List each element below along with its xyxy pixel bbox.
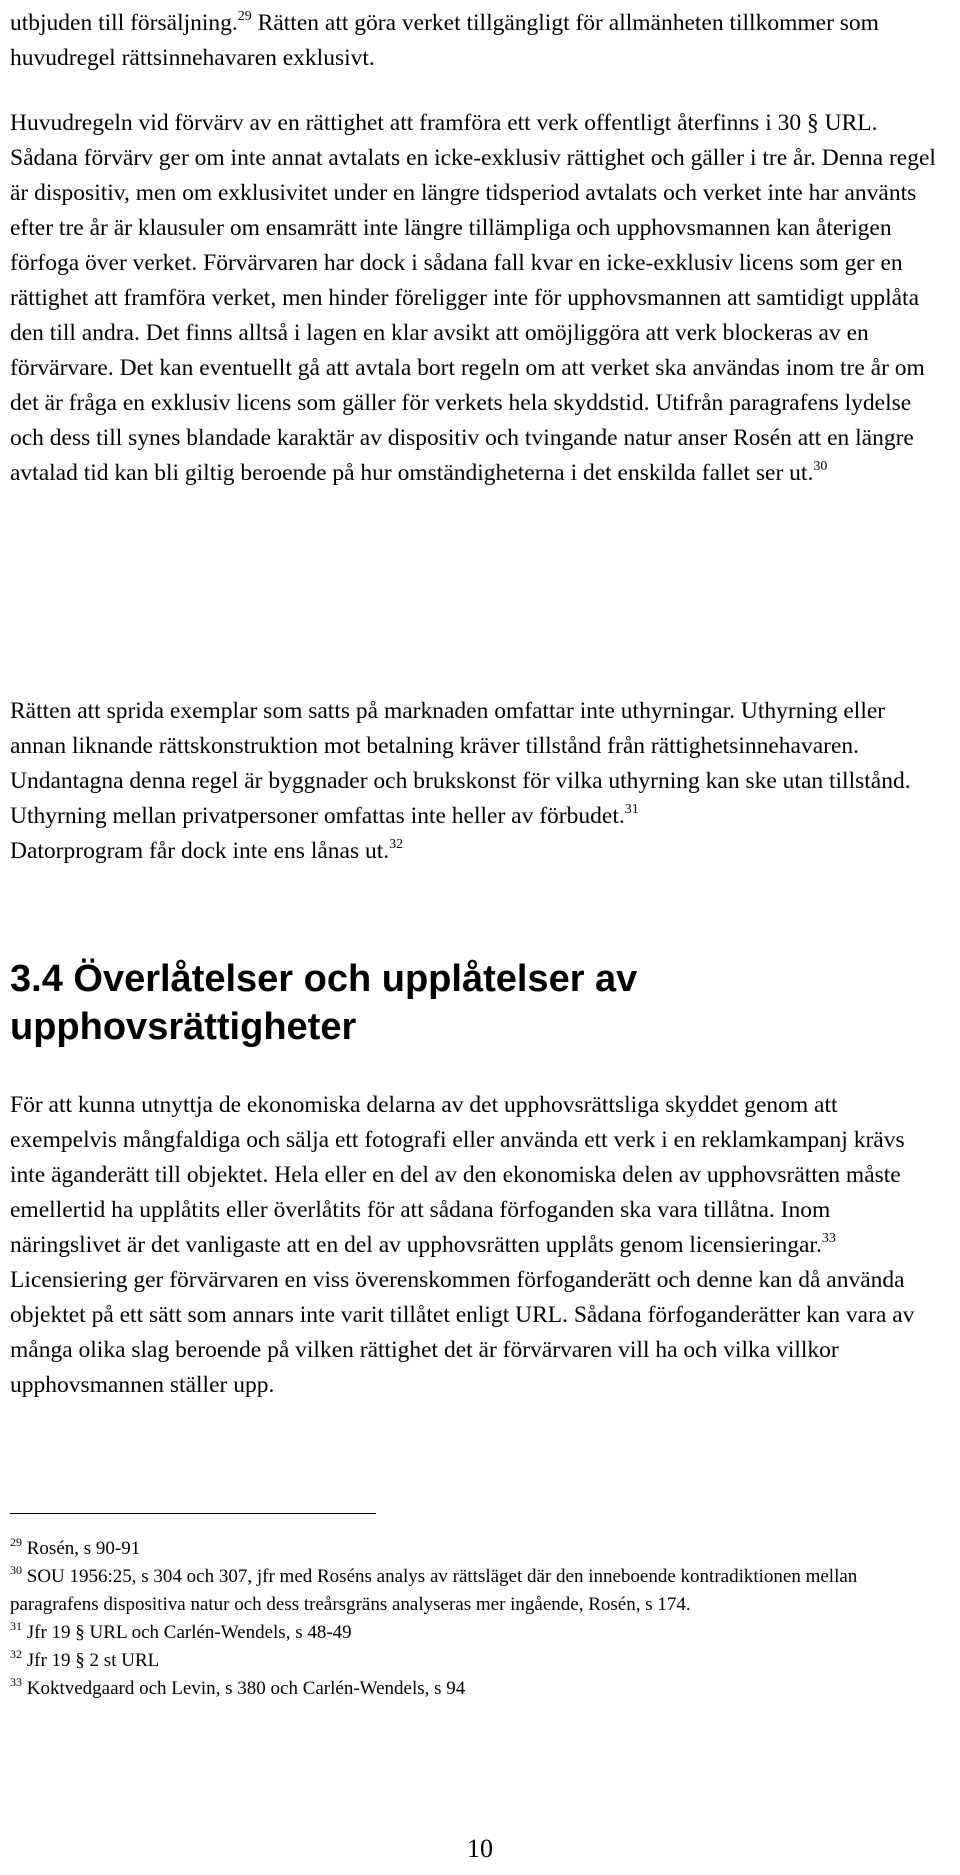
page-number: 10: [467, 1834, 493, 1863]
footnote-ref-32[interactable]: 32: [389, 837, 404, 852]
footnote-33: [10, 1675, 945, 1703]
paragraph-text: utbjuden till försäljning.: [10, 10, 238, 36]
footnote-29: [10, 1535, 945, 1563]
footnote-ref-33[interactable]: 33: [821, 1231, 836, 1246]
paragraph-text: Rätten att göra verket tillgängligt för allmänheten tillkommer som huvudregel rättsinnehavaren exklusivt.: [10, 10, 879, 71]
footnote-number: 33: [10, 1675, 22, 1689]
footnote-number: 32: [10, 1647, 22, 1661]
paragraph-text: Rätten att sprida exemplar som satts på marknaden omfattar inte uthyrningar. Uthyrning eller annan liknande rättskonstruktion mot betalning kräver tillstånd från rättighetsinnehavaren. Undantagna denna regel är byggnader och brukskonst för vilka uthyrning kan ske utan tillstånd. Uthyrning mellan privatpersoner omfattas inte heller av förbudet.: [10, 698, 911, 829]
paragraph-performance-rights: [10, 106, 945, 491]
footnote-31: [10, 1619, 945, 1647]
footnote-ref-30[interactable]: 30: [813, 459, 828, 474]
footnote-number: 31: [10, 1619, 22, 1633]
footnote-separator: [10, 1513, 376, 1514]
footnote-ref-29[interactable]: 29: [237, 9, 252, 24]
paragraph-text: Huvudregeln vid förvärv av en rättighet att framföra ett verk offentligt återfinns i 30 § URL. Sådana förvärv ger om inte annat avtalats en icke-exklusiv rättighet och gäller i tre år. Denna regel är dispositiv, men om exklusivitet under en längre tidsperiod avtalats och verket inte har använts efter tre år är klausuler om ensamrätt inte längre tillämpliga och upphovsmannen kan återigen förfoga över verket. Förvärvaren har dock i sådana fall kvar en icke-exklusiv licens som ger en rättighet att framföra verket, men hinder föreligger inte för upphovsmannen att samtidigt upplåta den till andra. Det finns alltså i lagen en klar avsikt att omöjliggöra att verk blockeras av en förvärvare. Det kan eventuellt gå att avtala bort regeln om att verket ska användas inom tre år om det är fråga en exklusiv licens som gäller för verkets hela skyddstid. Utifrån paragrafens lydelse och dess till synes blandade karaktär av dispositiv och tvingande natur anser Rosén att en längre avtalad tid kan bli giltig beroende på hur omständigheterna i det enskilda fallet ser ut.: [10, 110, 936, 486]
paragraph-rental-rules: [10, 694, 945, 869]
footnote-32: [10, 1647, 945, 1675]
section-heading: 3.4 Överlåtelser och upplåtelser av upphovsrättigheter: [10, 958, 638, 1048]
paragraph-text: För att kunna utnyttja de ekonomiska delarna av det upphovsrättsliga skyddet genom att exempelvis mångfaldiga och sälja ett fotografi eller använda ett verk i en reklamkampanj krävs inte äganderätt till objektet. Hela eller en del av den ekonomiska delen av upphovsrätten måste emellertid ha upplåtits eller överlåtits för att sådana förfoganden ska vara tillåtna. Inom näringslivet är det vanligaste att en del av upphovsrätten upplåts genom licensieringar.: [10, 1092, 905, 1258]
footnote-30: [10, 1563, 945, 1619]
footnote-ref-31[interactable]: 31: [624, 802, 639, 817]
footnote-text: Koktvedgaard och Levin, s 380 och Carlén-Wendels, s 94: [22, 1678, 466, 1699]
footnote-text: Jfr 19 § URL och Carlén-Wendels, s 48-49: [22, 1622, 352, 1643]
paragraph-transfers: [10, 1088, 945, 1403]
footnote-number: 29: [10, 1535, 22, 1549]
footnote-number: 30: [10, 1563, 22, 1577]
footnote-text: SOU 1956:25, s 304 och 307, jfr med Roséns analys av rättsläget där den inneboende kontradiktionen mellan paragrafens dispositiva natur och dess treårsgräns analyseras mer ingående, Rosén, s 174.: [10, 1566, 858, 1615]
paragraph-rental-intro: [10, 6, 945, 76]
footnote-text: Jfr 19 § 2 st URL: [22, 1650, 160, 1671]
paragraph-text: Datorprogram får dock inte ens lånas ut.: [10, 838, 390, 864]
paragraph-text: Licensiering ger förvärvaren en viss överenskommen förfoganderätt och denne kan då använda objektet på ett sätt som annars inte varit tillåtet enligt URL. Sådana förfoganderätter kan vara av många olika slag beroende på vilken rättighet det är förvärvaren vill ha och vilka villkor upphovsmannen ställer upp.: [10, 1267, 915, 1398]
footnote-list: [10, 1535, 945, 1703]
footnote-text: Rosén, s 90-91: [22, 1538, 141, 1559]
